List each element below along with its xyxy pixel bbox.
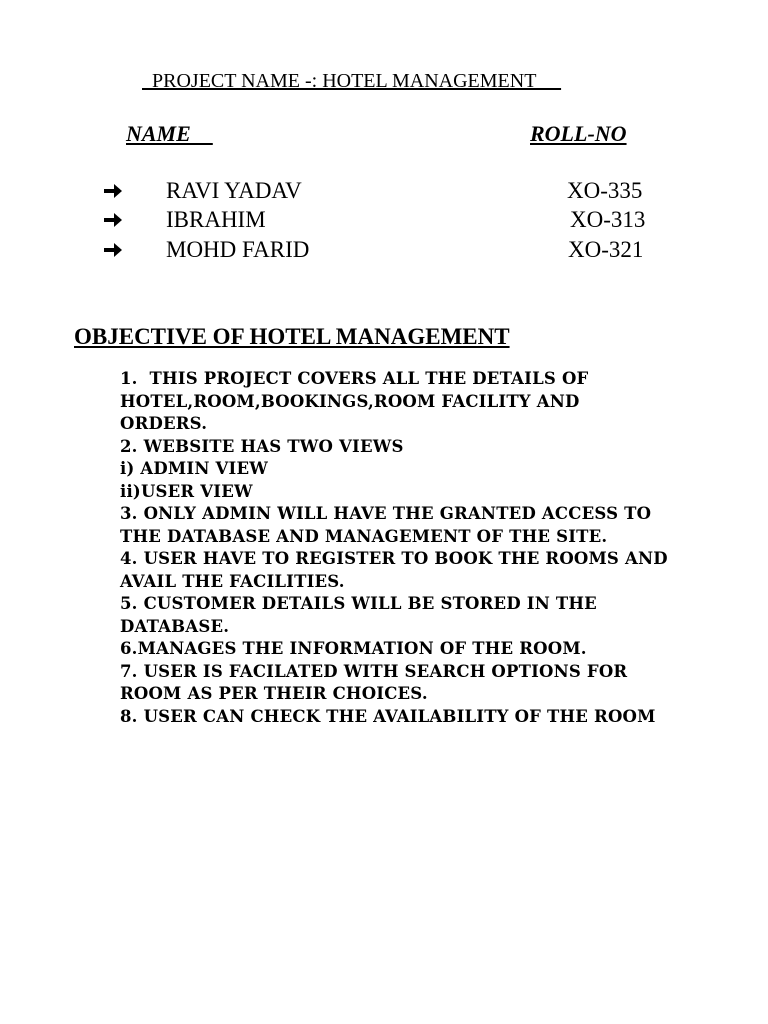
roll-no-column-header: ROLL-NO [530,121,627,146]
member-row [0,205,768,235]
objective-line: 8. USER CAN CHECK THE AVAILABILITY OF THE ROOM [120,706,656,726]
arrow-right-icon [102,239,124,261]
name-column-header: NAME [126,121,213,146]
member-name: RAVI YADAV [166,178,302,203]
objective-line: DATABASE. [120,616,230,636]
member-row [0,235,768,265]
member-name: IBRAHIM [166,207,266,232]
arrow-right-icon [102,209,124,231]
objective-line: 7. USER IS FACILATED WITH SEARCH OPTIONS FOR [120,661,628,681]
member-name: MOHD FARID [166,237,310,262]
objective-line: 3. ONLY ADMIN WILL HAVE THE GRANTED ACCESS TO [120,504,652,523]
objective-line: 5. CUSTOMER DETAILS WILL BE STORED IN THE [120,594,597,613]
objective-line: 4. USER HAVE TO REGISTER TO BOOK THE ROOMS AND [120,549,668,568]
arrow-right-icon [102,180,124,202]
objective-line: 6.MANAGES THE INFORMATION OF THE ROOM. [120,639,587,658]
objective-line: 1. THIS PROJECT COVERS ALL THE DETAILS OF [120,369,589,388]
member-row [0,176,768,206]
member-roll: XO-321 [568,237,644,262]
objective-list [120,368,710,728]
objective-line: i) ADMIN VIEW [120,459,268,478]
objective-line: AVAIL THE FACILITIES. [120,571,345,591]
objective-line: ORDERS. [120,414,208,433]
objective-line: 2. WEBSITE HAS TWO VIEWS [120,436,404,456]
project-title: PROJECT NAME -: HOTEL MANAGEMENT [142,70,562,92]
objective-line: THE DATABASE AND MANAGEMENT OF THE SITE. [120,526,608,546]
member-roll: XO-335 [567,178,643,203]
objective-heading: OBJECTIVE OF HOTEL MANAGEMENT [74,324,510,349]
objective-line: HOTEL,ROOM,BOOKINGS,ROOM FACILITY AND [120,391,580,411]
objective-line: ROOM AS PER THEIR CHOICES. [120,684,428,703]
objective-line: ii)USER VIEW [120,481,253,501]
member-roll: XO-313 [570,207,646,232]
